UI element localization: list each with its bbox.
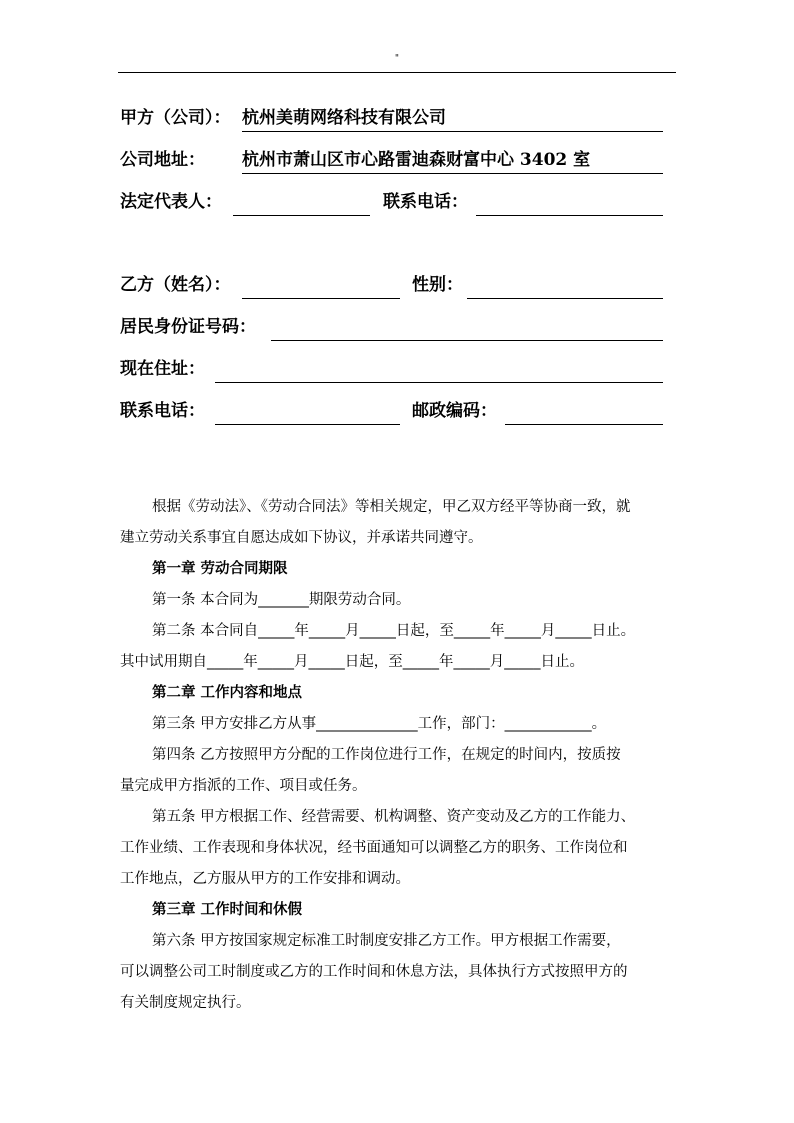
chapter-1-title: 第一章 劳动合同期限: [152, 561, 288, 577]
party-b-address-row: [120, 357, 665, 385]
article-5-line-1: 第五条 甲方根据工作、经营需要、机构调整、资产变动及乙方的工作能力、: [152, 809, 636, 825]
party-b-address-label: 现在住址：: [120, 359, 205, 379]
article-4-line-2: 量完成甲方指派的工作、项目或任务。: [120, 778, 367, 794]
party-a-address-line: [242, 173, 663, 174]
article-4-line-1: 第四条 乙方按照甲方分配的工作岗位进行工作，在规定的时间内，按质按: [152, 747, 621, 763]
party-b-name-line[interactable]: [242, 298, 400, 299]
party-b-name-label: 乙方（姓名）：: [120, 275, 231, 295]
chapter-2-title: 第二章 工作内容和地点: [152, 685, 303, 701]
party-a-rep-row: [120, 190, 665, 218]
party-a-address-label: 公司地址：: [120, 150, 205, 170]
party-a-company-row: [120, 106, 665, 134]
party-b-address-line[interactable]: [215, 382, 663, 383]
party-b-phone-row: [120, 399, 665, 427]
intro-line-1: 根据《劳动法》、《劳动合同法》等相关规定，甲乙双方经平等协商一致，就: [152, 499, 631, 515]
party-b-gender-label: 性别：: [412, 275, 463, 295]
article-3: 第三条 甲方安排乙方从事______________工作，部门：____________。: [152, 716, 607, 732]
party-a-address-value: 杭州市萧山区市心路雷迪森财富中心 3402 室: [242, 150, 591, 170]
party-b-id-line[interactable]: [271, 340, 663, 341]
article-5-line-3: 工作地点，乙方服从甲方的工作安排和调动。: [120, 871, 410, 887]
intro-line-2: 建立劳动关系事宜自愿达成如下协议，并承诺共同遵守。: [120, 530, 483, 546]
party-b-postcode-line[interactable]: [505, 424, 663, 425]
header-rule: [118, 72, 676, 73]
party-b-id-label: 居民身份证号码：: [120, 317, 256, 337]
header-mark: ": [394, 54, 400, 64]
party-b-gender-line[interactable]: [467, 298, 663, 299]
party-a-company-label: 甲方（公司）：: [120, 108, 231, 128]
contract-body: [120, 492, 680, 1019]
party-a-rep-label: 法定代表人：: [120, 192, 222, 212]
party-b-id-row: [120, 315, 665, 343]
party-b-postcode-label: 邮政编码：: [412, 401, 497, 421]
article-1: 第一条 本合同为_______期限劳动合同。: [152, 592, 411, 608]
party-a-rep-line[interactable]: [233, 215, 370, 216]
party-a-address-row: [120, 148, 665, 176]
party-b-name-row: [120, 273, 665, 301]
party-b-phone-label: 联系电话：: [120, 401, 205, 421]
article-6-line-1: 第六条 甲方按国家规定标准工时制度安排乙方工作。甲方根据工作需要，: [152, 933, 621, 949]
article-2-line-1: 第二条 本合同自_____年_____月_____日起，至_____年_____月_____日止。: [152, 623, 636, 639]
party-a-company-value: 杭州美萌网络科技有限公司: [242, 108, 446, 128]
article-2-line-2: 其中试用期自_____年_____月_____日起，至_____年_____月_____日止。: [120, 654, 584, 670]
article-6-line-2: 可以调整公司工时制度或乙方的工作时间和休息方法，具体执行方式按照甲方的: [120, 964, 628, 980]
party-b-phone-line[interactable]: [215, 424, 400, 425]
chapter-3-title: 第三章 工作时间和休假: [152, 902, 303, 918]
party-a-phone-line[interactable]: [476, 215, 663, 216]
article-6-line-3: 有关制度规定执行。: [120, 995, 251, 1011]
party-a-company-line: [242, 131, 663, 132]
article-5-line-2: 工作业绩、工作表现和身体状况，经书面通知可以调整乙方的职务、工作岗位和: [120, 840, 628, 856]
party-a-phone-label: 联系电话：: [383, 192, 468, 212]
